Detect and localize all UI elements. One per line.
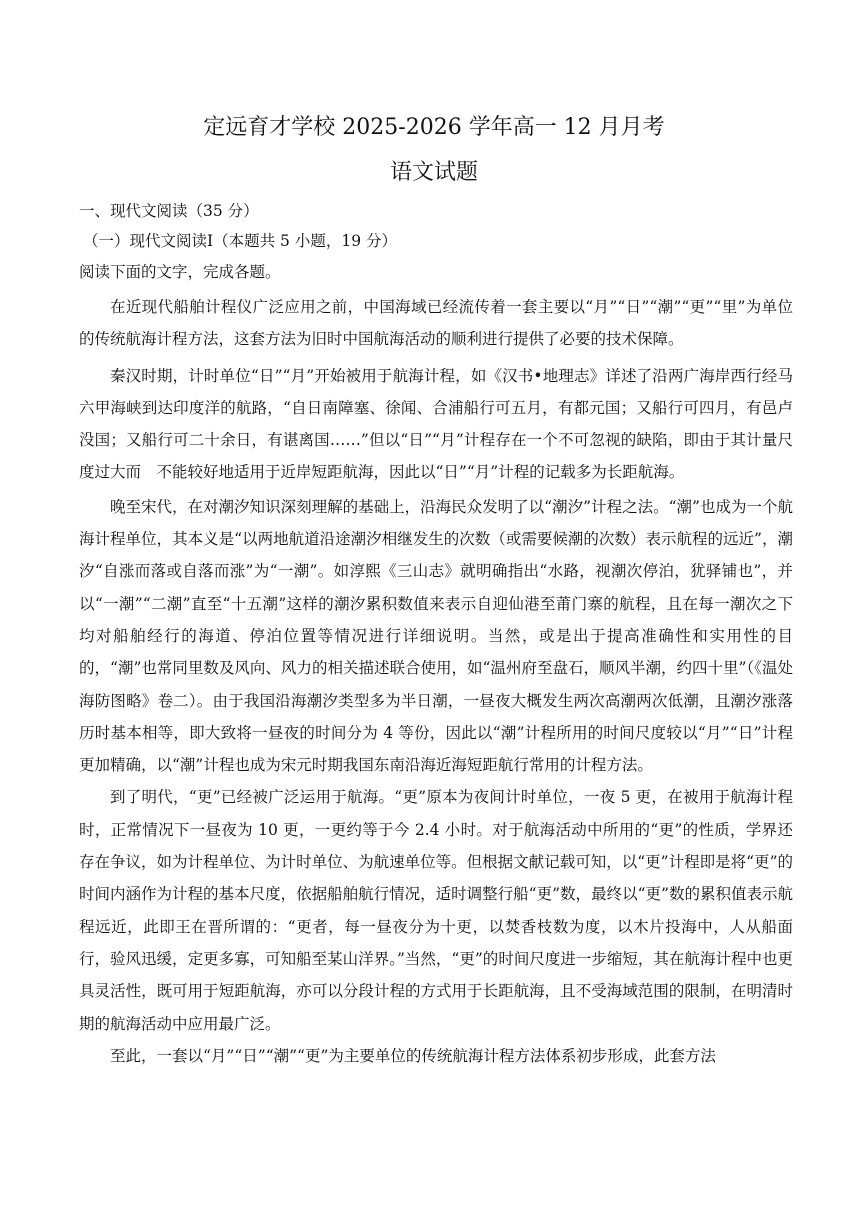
- passage-paragraph: 至此，一套以“月”“日”“潮”“更”为主要单位的传统航海计程方法体系初步形成，此套方法: [110, 1046, 716, 1065]
- passage-paragraph: 秦汉时期，计时单位“日”“月”开始被用于航海计程，如《汉书•地理志》详述了沿两广海岸西行经马六甲海峡到达印度洋的航路，“自日南障塞、徐闻、合浦船行可五月，有都元国；又船行可四月，有邑卢没国；又船行可二十余日，有谌离国……”但以“日”“月”计程存在一个不可忽视的缺陷，即由于其计量尺度过大而 不能较好地适用于近岸短距航海，因此以“日”“月”计程的记载多为长距航海。: [79, 366, 793, 482]
- section-heading: 一、现代文阅读（35 分）: [79, 202, 259, 220]
- passage-paragraph: 晚至宋代，在对潮汐知识深刻理解的基础上，沿海民众发明了以“潮汐”计程之法。“潮”也成为一个航海计程单位，其本义是“以两地航道沿途潮汐相继发生的次数（或需要候潮的次数）表示航程的远近”，潮汐“自涨而落或自落而涨”为“一潮”。如淳熙《三山志》就明确指出“水路，视潮次停泊，犹驿铺也”，并以“一潮”“二潮”直至“十五潮”这样的潮汐累积数值来表示自迎仙港至莆门寨的航程，且在每一潮次之下均对船舶经行的海道、停泊位置等情况进行详细说明。当然，或是出于提高准确性和实用性的目的，“潮”也常同里数及风向、风力的相关描述联合使用，如“温州府至盘石，顺风半潮，约四十里”（《温处海防图略》卷二）。由于我国沿海潮汐类型多为半日潮，一昼夜大概发生两次高潮两次低潮，且潮汐涨落历时基本相等，即大致将一昼夜的时间分为 4 等份，因此以“潮”计程所用的时间尺度较以“月”“日”计程更加精确，以“潮”计程也成为宋元时期我国东南沿海近海短距航行常用的计程方法。: [79, 497, 793, 775]
- exam-title: 定远育才学校 2025-2026 学年高一 12 月月考: [203, 115, 665, 140]
- subsection-heading: （一）现代文阅读Ⅰ（本题共 5 小题，19 分）: [83, 232, 397, 250]
- reading-instruction: 阅读下面的文字，完成各题。: [79, 263, 281, 281]
- passage-paragraph: 到了明代，“更”已经被广泛运用于航海。“更”原本为夜间计时单位，一夜 5 更，在被用于航海计程时，正常情况下一昼夜为 10 更，一更约等于今 2.4 小时。对于航海活动中所用的“更”的性质，学界还存在争议，如为计程单位、为计时单位、为航速单位等。但根据文献记载可知，以“更”计程即是将“更”的时间内涵作为计程的基本尺度，依据船舶航行情况，适时调整行船“更”数，最终以“更”数的累积值表示航程远近，此即王在晋所谓的：“更者，每一昼夜分为十更，以焚香枝数为度，以木片投海中，人从船面行，验风迅缓，定更多寡，可知船至某山洋界。”当然，“更”的时间尺度进一步缩短，其在航海计程中也更具灵活性，既可用于短距航海，亦可以分段计程的方式用于长距航海，且不受海域范围的限制，在明清时期的航海活动中应用最广泛。: [79, 788, 793, 1033]
- exam-subtitle: 语文试题: [389, 160, 478, 185]
- passage-paragraph: 在近现代船舶计程仪广泛应用之前，中国海域已经流传着一套主要以“月”“日”“潮”“更”“里”为单位的传统航海计程方法，这套方法为旧时中国航海活动的顺利进行提供了必要的技术保障。: [79, 298, 793, 349]
- reading-passage: [79, 291, 793, 1072]
